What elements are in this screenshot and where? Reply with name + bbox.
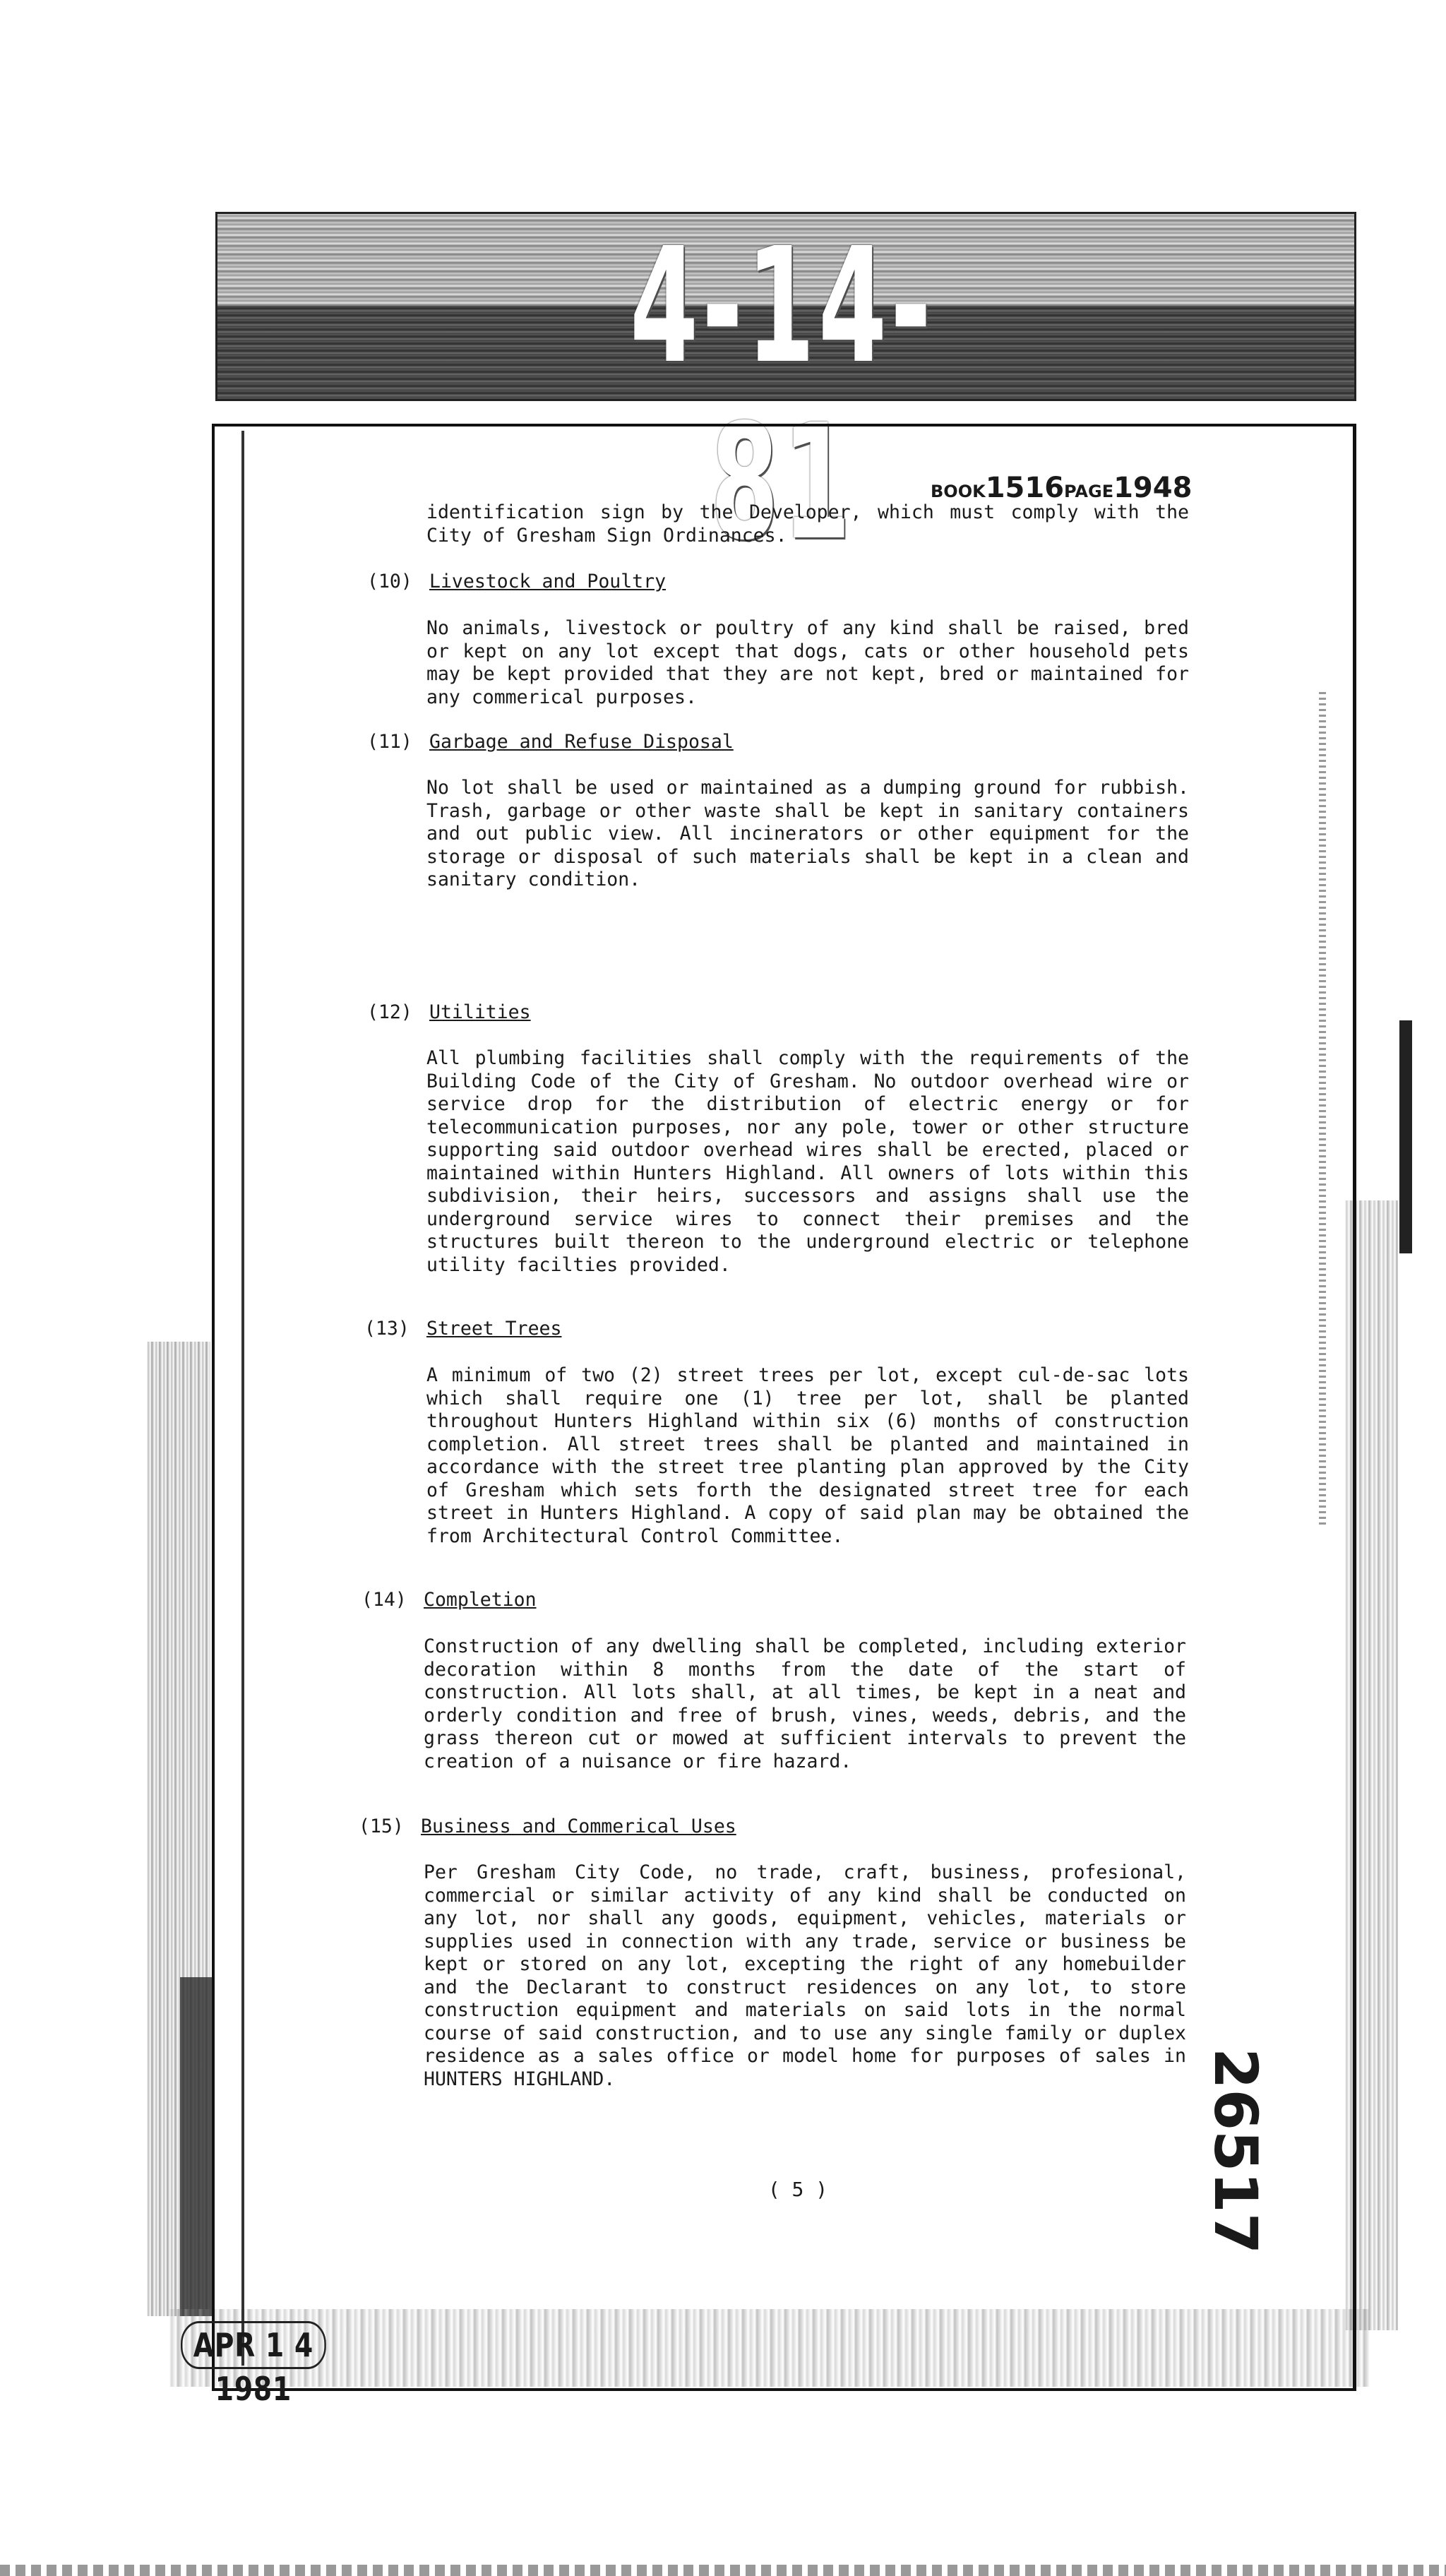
recording-number: 26517 xyxy=(1201,2048,1270,2255)
section-number: (12) xyxy=(367,1001,412,1023)
section-number: (10) xyxy=(367,571,412,592)
frame-inner-rule xyxy=(241,431,244,2366)
scan-bottom-edge xyxy=(0,2565,1446,2576)
section-12-heading xyxy=(367,1001,531,1025)
received-date-stamp: APR 1 4 1981 xyxy=(181,2321,326,2369)
section-title: Livestock and Poultry xyxy=(429,571,667,592)
section-10-heading xyxy=(367,571,666,594)
section-number: (11) xyxy=(367,731,412,753)
intro-paragraph: identification sign by the Developer, which must comply with the City of Gresham Sign Ordinances. xyxy=(426,501,1189,547)
section-14-heading xyxy=(362,1589,537,1612)
section-number: (14) xyxy=(362,1589,407,1611)
page-number-stamp: 1948 xyxy=(1113,472,1193,504)
page-number: ( 5 ) xyxy=(767,2178,828,2201)
book-number: 1516 xyxy=(985,472,1065,504)
scan-shadow-left xyxy=(180,1977,214,2316)
section-number: (13) xyxy=(364,1318,410,1340)
section-number: (15) xyxy=(359,1815,404,1837)
section-13-body: A minimum of two (2) street trees per lot, except cul-de-sac lots which shall require one (1) tree per lot, shall be planted throughout Hunters Highland within six (6) months of construction completion. All street trees shall be planted and maintained in accordance with the street tree planting plan approved by the City of Gresham which sets forth the designated street tree for each street in Hunters Highland. A copy of said plan may be obtained the from Architectural Control Committee. xyxy=(426,1364,1189,1547)
section-10-body: No animals, livestock or poultry of any kind shall be raised, bred or kept on any lot except that dogs, cats or other household pets may be kept provided that they are not kept, bred or maintained for any commerical purposes. xyxy=(426,617,1189,708)
section-14-body: Construction of any dwelling shall be completed, including exterior decoration within 8 months from the date of the start of construction. All lots shall, at all times, be kept in a neat and orderly condition and free of brush, vines, weeds, debris, and the grass thereon cut or mowed at sufficient intervals to prevent the creation of a nuisance or fire hazard. xyxy=(424,1635,1186,1772)
section-15-heading xyxy=(359,1815,736,1839)
section-title: Utilities xyxy=(429,1001,531,1023)
page-label: PAGE xyxy=(1064,482,1114,501)
book-page-stamp xyxy=(931,472,1192,504)
section-title: Completion xyxy=(424,1589,537,1611)
section-13-heading xyxy=(364,1318,561,1341)
section-15-body: Per Gresham City Code, no trade, craft, business, profesional, commercial or similar activity of any kind shall be conducted on any lot, nor shall any goods, equipment, vehicles, materials or supplies used in connection with any trade, service or business be kept or stored on any lot, excepting the right of any homebuilder and the Declarant to construct residences on any lot, to store construction equipment and materials on said lots in the normal course of said construction, and to use any single family or duplex residence as a sales office or model home for purposes of sales in HUNTERS HIGHLAND. xyxy=(424,1861,1186,2090)
book-label: BOOK xyxy=(931,482,986,501)
section-11-body: No lot shall be used or maintained as a dumping ground for rubbish. Trash, garbage or other waste shall be kept in sanitary containers and out public view. All incinerators or other equipment for the storage or disposal of such materials shall be kept in a clean and sanitary condition. xyxy=(426,777,1189,890)
section-title: Business and Commerical Uses xyxy=(421,1815,736,1837)
banner-date: 4-14-81 xyxy=(630,214,935,576)
section-12-body: All plumbing facilities shall comply with the requirements of the Building Code of the City of Gresham. No outdoor overhead wire or service drop for the distribution of electric energy or for telecommunication purposes, nor any pole, tower or other structure supporting said outdoor overhead wires shall be erected, placed or maintained within Hunters Highland. All owners of lots within this subdivision, their heirs, successors and assigns shall use the underground service wires to connect their premises and the structures built thereon to the underground electric or telephone utility facilties provided. xyxy=(426,1047,1189,1276)
section-title: Street Trees xyxy=(426,1318,562,1340)
section-11-heading xyxy=(367,731,734,754)
scan-edge-bar xyxy=(1399,1020,1412,1253)
section-title: Garbage and Refuse Disposal xyxy=(429,731,734,753)
